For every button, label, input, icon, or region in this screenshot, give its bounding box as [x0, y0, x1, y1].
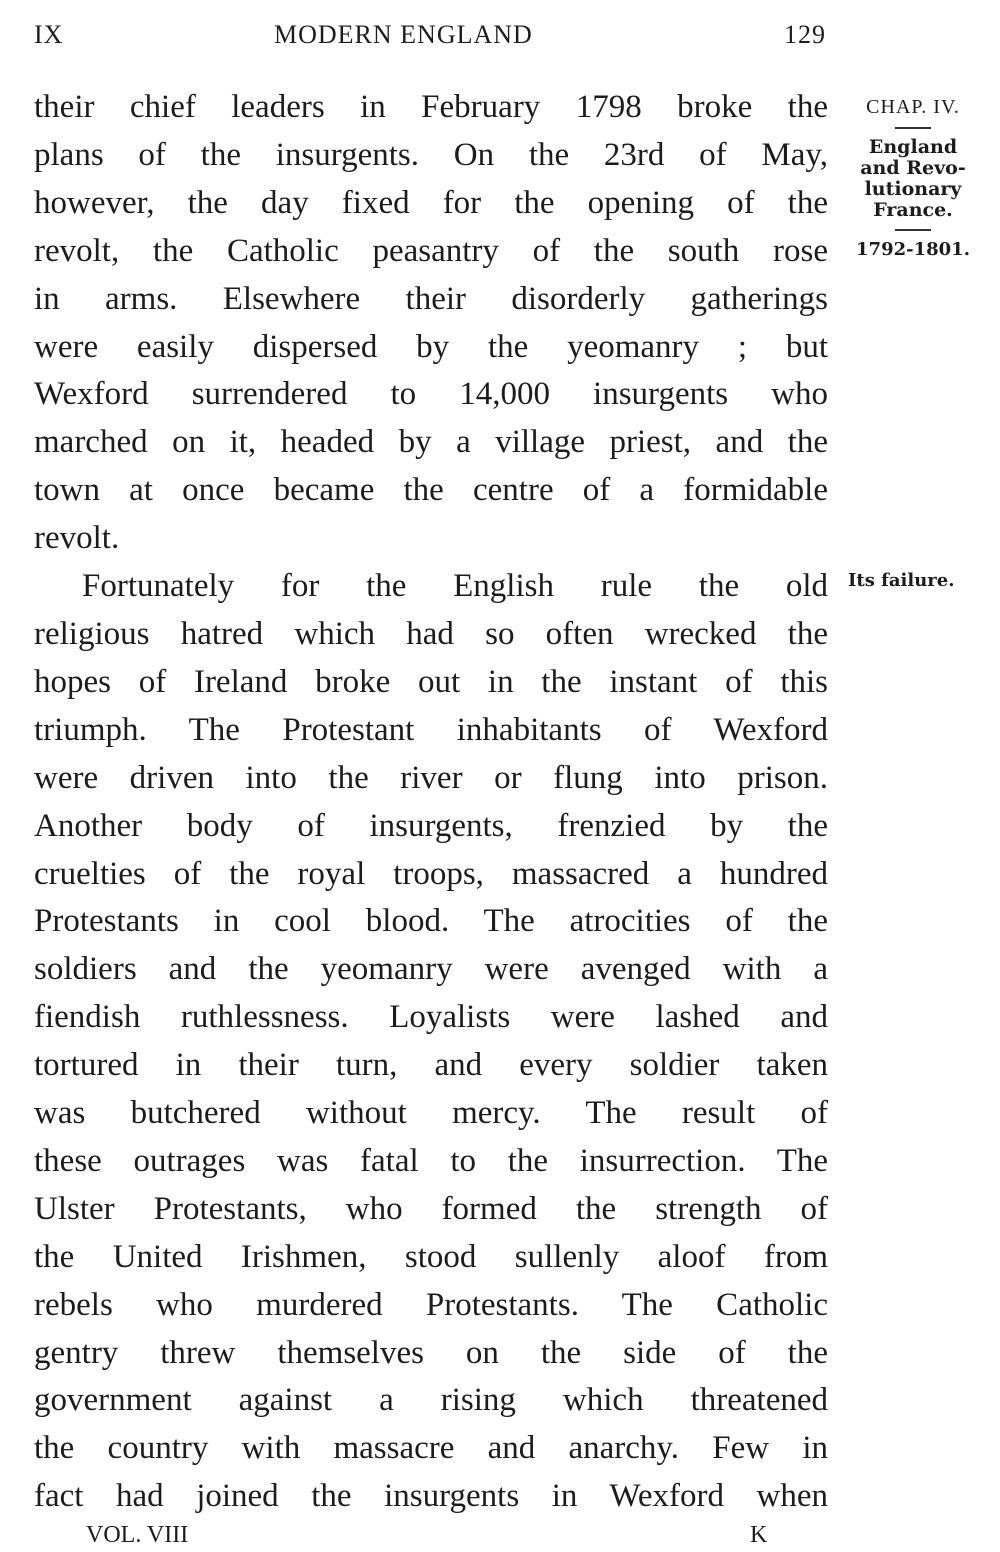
divider	[895, 127, 931, 129]
section-title-line: and Revo-	[860, 157, 966, 179]
text-line: gentry threw themselves on the side of the	[34, 1334, 828, 1371]
text-line: government against a rising which threatened	[34, 1382, 828, 1419]
text-line: Another body of insurgents, frenzied by the	[34, 807, 828, 844]
text-line: Fortunately for the English rule the old	[82, 568, 828, 605]
text-line: these outrages was fatal to the insurrection. The	[34, 1142, 828, 1179]
text-line: revolt.	[34, 520, 120, 557]
text-line: town at once became the centre of a formidable	[34, 472, 828, 509]
text-line: Ulster Protestants, who formed the strength of	[34, 1190, 828, 1227]
text-line: their chief leaders in February 1798 broke the	[34, 89, 828, 125]
text-line: revolt, the Catholic peasantry of the south rose	[34, 232, 828, 269]
paragraph-2	[34, 563, 828, 1521]
text-line: plans of the insurgents. On the 23rd of May,	[34, 136, 828, 173]
text-line: was butchered without mercy. The result of	[34, 1095, 828, 1132]
text-line: were driven into the river or flung into prison.	[34, 759, 828, 796]
paragraph-1	[34, 84, 828, 563]
text-line: religious hatred which had so often wrecked the	[34, 615, 828, 652]
chapter-roman-numeral: IX	[34, 20, 64, 49]
section-title	[848, 137, 978, 221]
section-dates: 1792-1801.	[856, 239, 970, 260]
text-line: the country with massacre and anarchy. Few in	[34, 1430, 828, 1467]
running-header	[34, 16, 828, 56]
section-title-line: lutionary	[864, 178, 962, 200]
page-number: 129	[784, 20, 826, 49]
side-heading-failure: Its failure.	[848, 570, 955, 591]
text-line: the United Irishmen, stood sullenly aloof from	[34, 1238, 828, 1275]
text-line: triumph. The Protestant inhabitants of Wexford	[34, 711, 828, 748]
text-line: Wexford surrendered to 14,000 insurgents who	[34, 376, 828, 413]
section-title-line: England	[868, 136, 958, 158]
text-line: hopes of Ireland broke out in the instant of this	[34, 663, 828, 700]
page-footer	[86, 1522, 786, 1552]
main-text	[34, 84, 828, 1521]
signature-letter: K	[750, 1522, 768, 1548]
divider	[895, 229, 931, 231]
marginal-notes	[848, 96, 978, 260]
text-line: fact had joined the insurgents in Wexford when	[34, 1478, 828, 1515]
text-line: Protestants in cool blood. The atrocities of the	[34, 903, 828, 940]
text-line: soldiers and the yeomanry were avenged with a	[34, 951, 828, 988]
text-line: marched on it, headed by a village priest, and the	[34, 424, 828, 461]
volume-signature: VOL. VIII	[86, 1522, 189, 1548]
text-line: fiendish ruthlessness. Loyalists were lashed and	[34, 999, 828, 1036]
text-line: however, the day fixed for the opening of the	[34, 184, 828, 221]
text-line: cruelties of the royal troops, massacred a hundred	[34, 855, 828, 892]
text-line: tortured in their turn, and every soldier taken	[34, 1047, 828, 1084]
chapter-label: CHAP. IV.	[866, 96, 960, 118]
text-line: rebels who murdered Protestants. The Catholic	[34, 1286, 828, 1323]
text-line: in arms. Elsewhere their disorderly gatherings	[34, 280, 828, 317]
section-title-line: France.	[873, 199, 953, 221]
text-line: were easily dispersed by the yeomanry ; but	[34, 328, 828, 365]
running-title: MODERN ENGLAND	[274, 20, 533, 49]
